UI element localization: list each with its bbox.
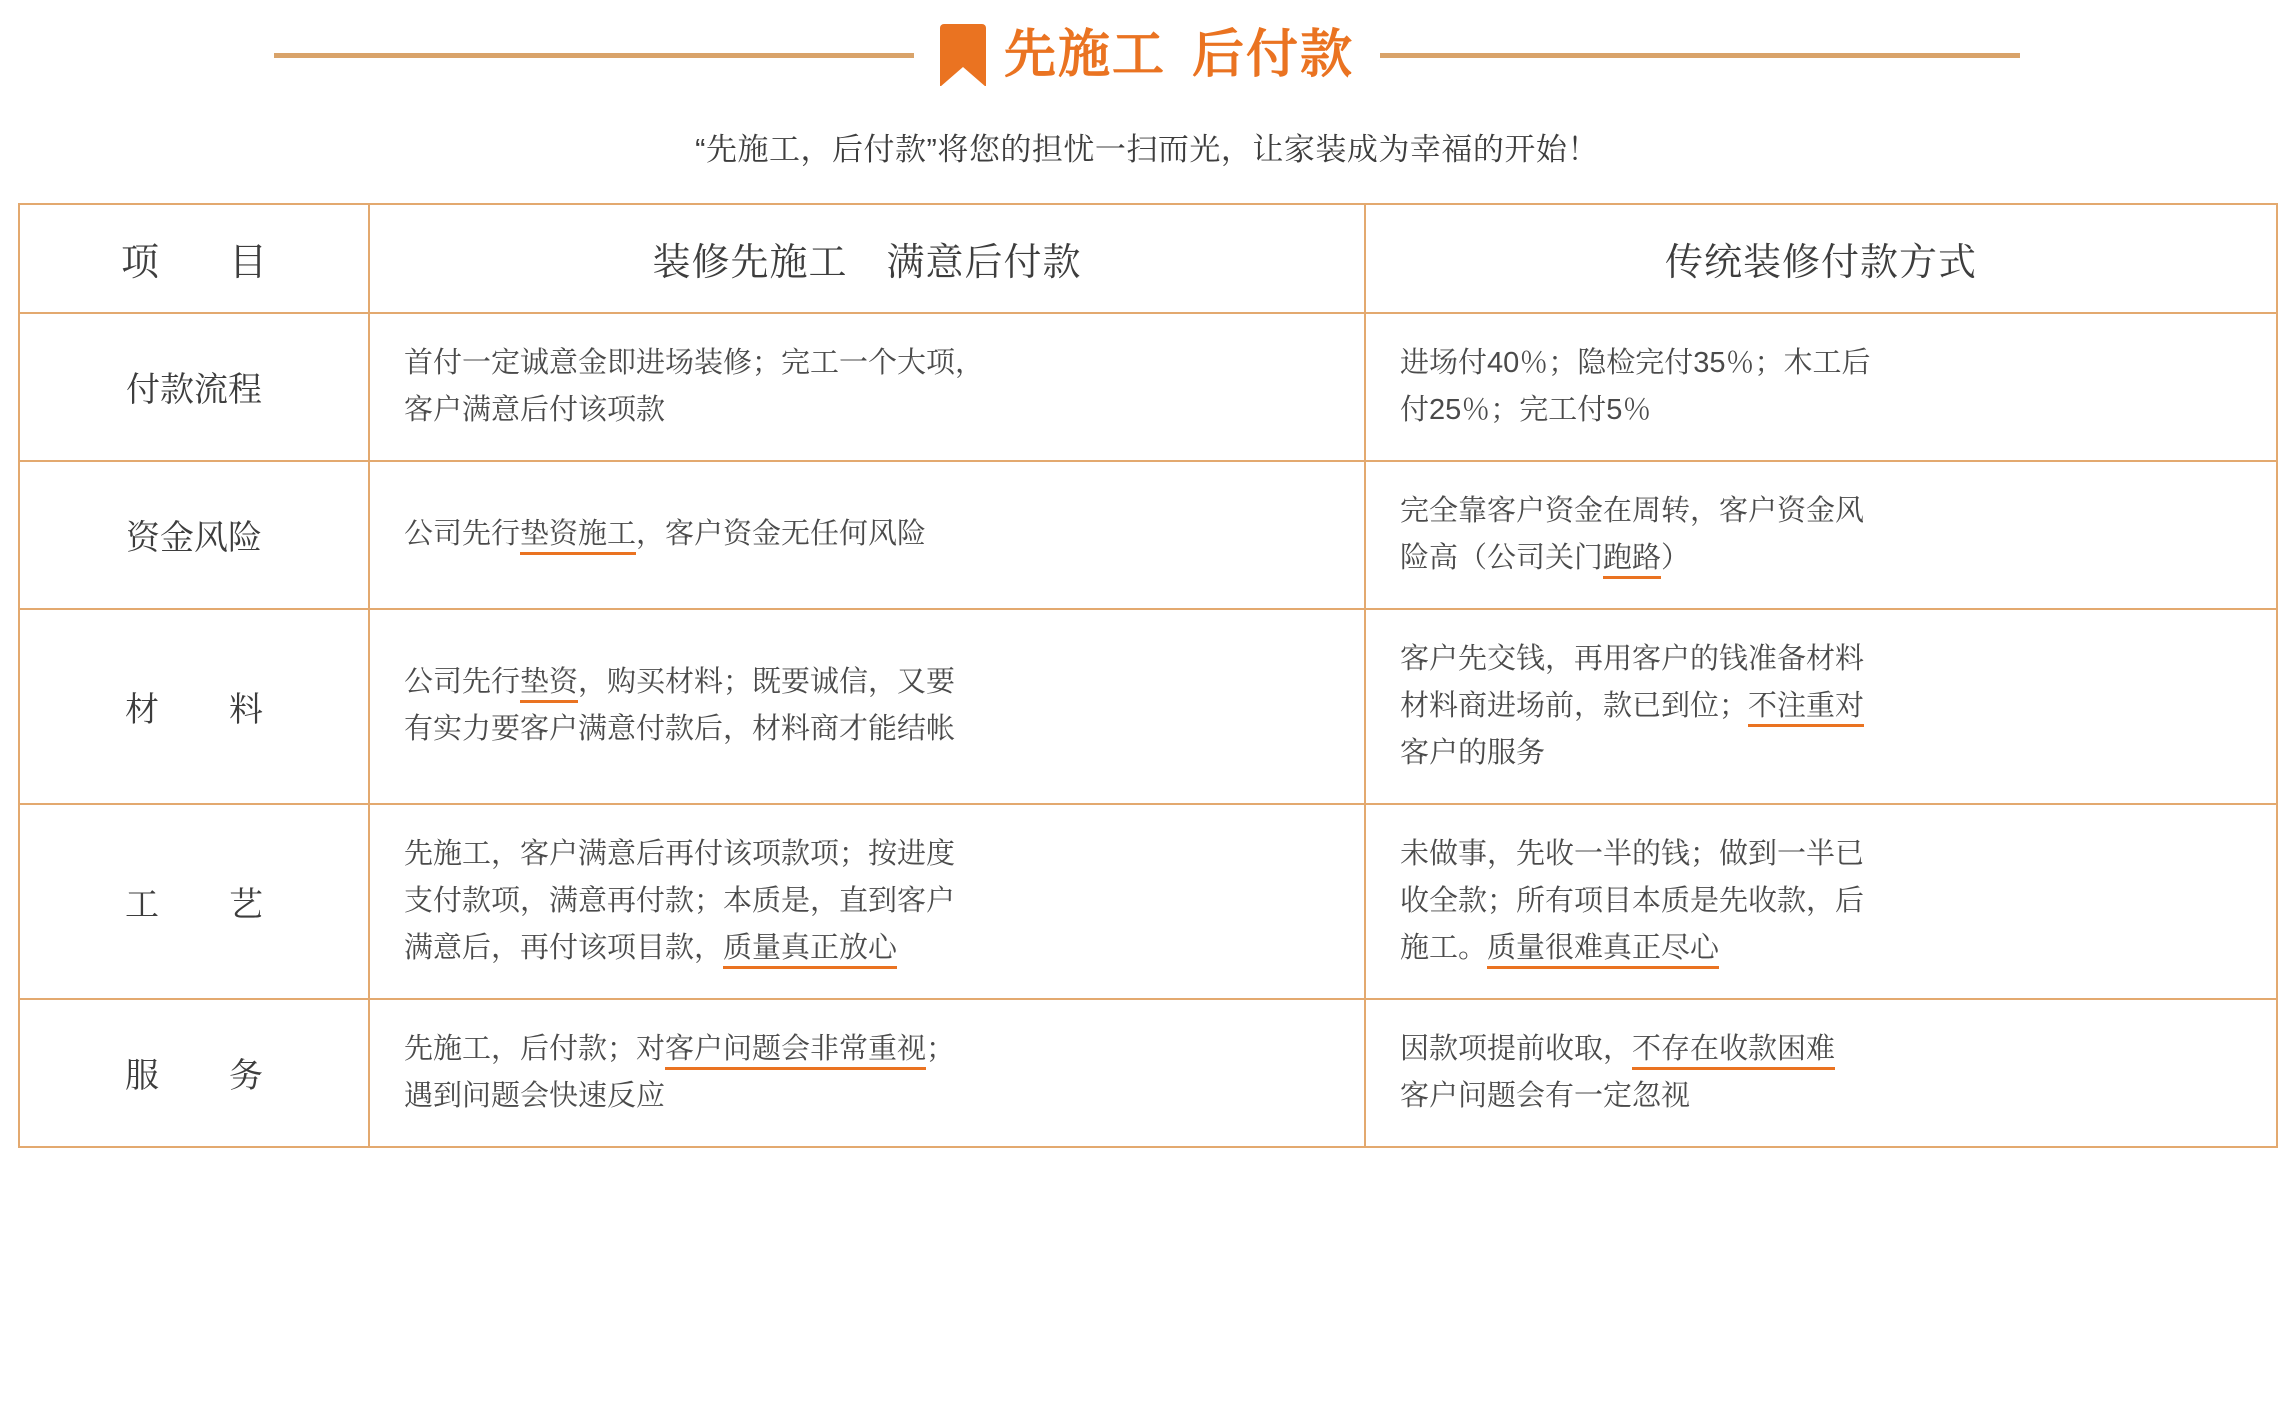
new-way-text [404, 511, 1330, 558]
row-label-0: 付款流程 [19, 313, 369, 461]
highlight-text: 质量真正放心 [723, 932, 897, 969]
cell-line [404, 387, 1330, 434]
page-title-part1: 先施工 [1003, 26, 1166, 84]
row-old-way-2 [1365, 609, 2277, 804]
row-new-way-2 [369, 609, 1365, 804]
plain-text: 施工。 [1400, 931, 1488, 964]
cell-line [1400, 636, 2242, 683]
old-way-text [1400, 831, 2242, 972]
plain-text: 满意后，再付该项目款， [404, 931, 724, 964]
plain-text: 材料商进场前，款已到位； [1400, 689, 1749, 722]
plain-text: 客户满意后付该项款 [404, 393, 666, 426]
cell-line [1400, 340, 2242, 387]
cell-line [1400, 387, 2242, 434]
row-label-2: 材 料 [19, 609, 369, 804]
table-row [19, 609, 2277, 804]
cell-line [404, 659, 1330, 706]
old-way-text [1400, 488, 2242, 582]
new-way-text [404, 340, 1330, 434]
table-row [19, 999, 2277, 1147]
plain-text: 未做事，先收一半的钱；做到一半已 [1400, 837, 1865, 870]
subtitle: “先施工，后付款”将您的担忧一扫而光，让家装成为幸福的开始！ [695, 132, 1599, 167]
page-title [1003, 26, 1355, 84]
highlight-text: 质量很难真正尽心 [1487, 932, 1719, 969]
row-old-way-3 [1365, 804, 2277, 999]
cell-line [1400, 1026, 2242, 1073]
page-title-part2: 后付款 [1192, 26, 1355, 84]
new-way-text [404, 659, 1330, 753]
plain-text: ，客户资金无任何风险 [636, 518, 927, 551]
plain-text: 进场付40％；隐检完付35％；木工后 [1400, 347, 1871, 379]
cell-line [1400, 831, 2242, 878]
cell-line [404, 1026, 1330, 1073]
table-row [19, 313, 2277, 461]
cell-line [1400, 878, 2242, 925]
cell-line [1400, 1073, 2242, 1120]
new-way-text [404, 831, 1330, 972]
plain-text: 完全靠客户资金在周转，客户资金风 [1400, 494, 1865, 527]
tag-icon [940, 24, 986, 86]
cell-line [1400, 488, 2242, 535]
row-label-3: 工 艺 [19, 804, 369, 999]
new-way-text [404, 1026, 1330, 1120]
row-new-way-1 [369, 461, 1365, 609]
plain-text: 公司先行 [404, 666, 521, 699]
highlight-text: 客户问题会非常重视 [665, 1033, 926, 1070]
row-new-way-0 [369, 313, 1365, 461]
row-new-way-4 [369, 999, 1365, 1147]
cell-line [404, 511, 1330, 558]
old-way-text [1400, 636, 2242, 777]
row-label-1: 资金风险 [19, 461, 369, 609]
table-header-old-way: 传统装修付款方式 [1365, 204, 2277, 313]
plain-text: 先施工，后付款；对 [404, 1032, 666, 1065]
plain-text: 先施工，客户满意后再付该项款项；按进度 [404, 837, 956, 870]
plain-text: ） [1661, 541, 1691, 574]
header-rule-left [274, 53, 914, 58]
cell-line [404, 925, 1330, 972]
cell-line [1400, 535, 2242, 582]
plain-text: 有实力要客户满意付款后，材料商才能结帐 [404, 713, 956, 746]
header-banner [0, 0, 2294, 110]
comparison-table-wrapper [0, 203, 2294, 1148]
header-title-block [940, 24, 1354, 86]
plain-text: ，购买材料；既要诚信，又要 [578, 666, 956, 699]
plain-text: 付25％；完工付5％ [1400, 393, 1652, 426]
plain-text: 公司先行 [404, 518, 521, 551]
old-way-text [1400, 340, 2242, 434]
plain-text: 遇到问题会快速反应 [404, 1079, 666, 1112]
plain-text: 因款项提前收取， [1400, 1032, 1633, 1065]
comparison-table [18, 203, 2278, 1148]
highlight-text: 垫资施工 [520, 518, 636, 555]
cell-line [1400, 925, 2242, 972]
row-old-way-1 [1365, 461, 2277, 609]
plain-text: 客户问题会有一定忽视 [1400, 1079, 1691, 1112]
row-label-4: 服 务 [19, 999, 369, 1147]
highlight-text: 不存在收款困难 [1632, 1033, 1835, 1070]
highlight-text: 跑路 [1603, 542, 1661, 579]
cell-line [404, 706, 1330, 753]
header-rule-right [1380, 53, 2020, 58]
row-old-way-0 [1365, 313, 2277, 461]
plain-text: 客户先交钱，再用客户的钱准备材料 [1400, 642, 1865, 675]
cell-line [404, 831, 1330, 878]
row-old-way-4 [1365, 999, 2277, 1147]
cell-line [404, 878, 1330, 925]
cell-line [1400, 730, 2242, 777]
table-row [19, 804, 2277, 999]
cell-line [404, 1073, 1330, 1120]
highlight-text: 不注重对 [1748, 690, 1864, 727]
plain-text: 客户的服务 [1400, 736, 1546, 769]
row-new-way-3 [369, 804, 1365, 999]
table-header-item: 项 目 [19, 204, 369, 313]
cell-line [1400, 683, 2242, 730]
plain-text: 首付一定诚意金即进场装修；完工一个大项， [404, 347, 985, 379]
plain-text: ； [926, 1032, 956, 1065]
plain-text: 收全款；所有项目本质是先收款，后 [1400, 884, 1865, 917]
plain-text: 支付款项，满意再付款；本质是，直到客户 [404, 884, 956, 917]
old-way-text [1400, 1026, 2242, 1120]
cell-line [404, 340, 1330, 387]
table-header-row [19, 204, 2277, 313]
table-header-new-way: 装修先施工 满意后付款 [369, 204, 1365, 313]
plain-text: 险高（公司关门 [1400, 541, 1604, 574]
highlight-text: 垫资 [520, 666, 578, 703]
table-row [19, 461, 2277, 609]
